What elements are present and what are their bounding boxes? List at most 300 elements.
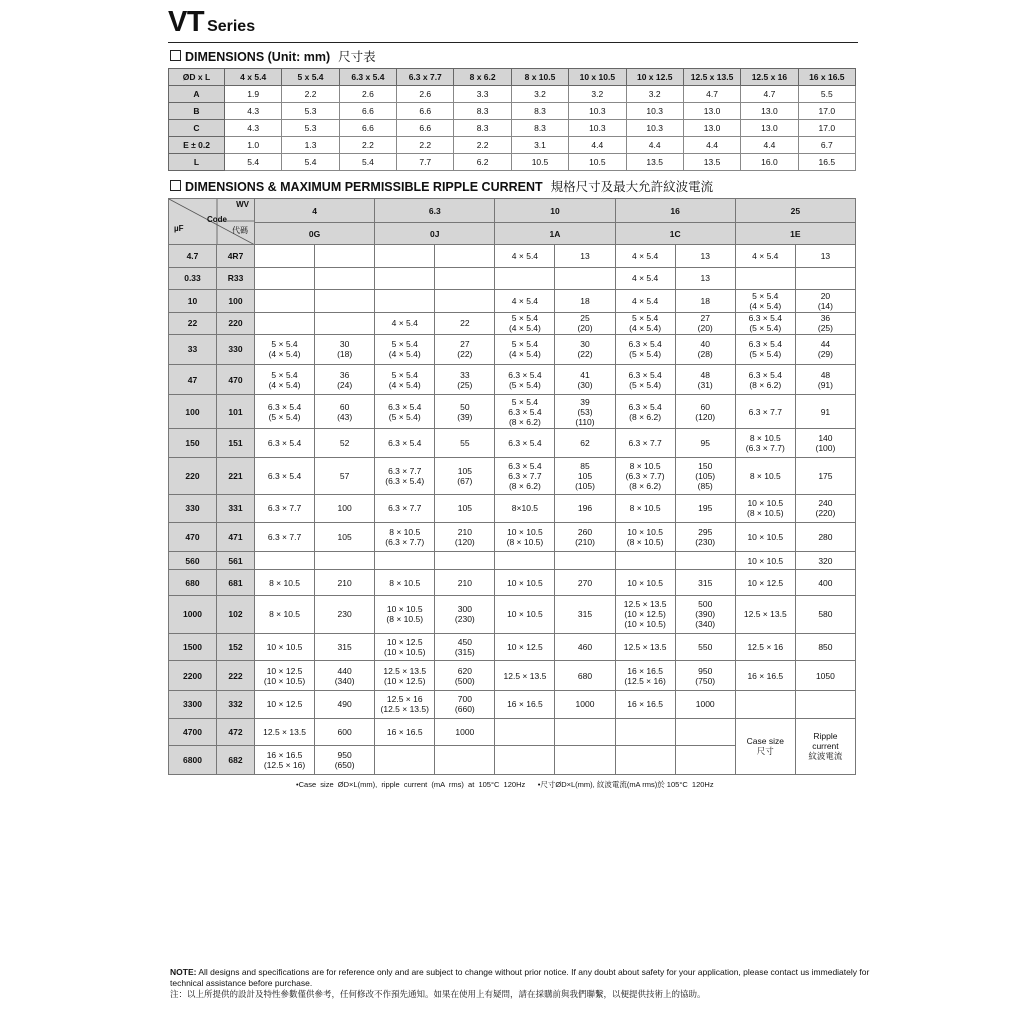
ripple-current-cell: 13 <box>675 267 735 290</box>
case-size-cell: 16 × 16.5 <box>615 690 675 718</box>
capacitance-cell: 4700 <box>169 718 217 746</box>
capacitance-cell: 150 <box>169 429 217 458</box>
table-row <box>169 103 856 120</box>
dims-cell: 4.4 <box>683 137 740 154</box>
ripple-current-cell <box>315 312 375 335</box>
case-size-cell: 10 × 12.5 (10 × 10.5) <box>255 661 315 691</box>
wv-label: WV <box>236 200 249 209</box>
case-size-cell <box>255 312 315 335</box>
ripple-current-cell: 315 <box>555 595 615 633</box>
case-size-cell: 6.3 × 5.4 (5 × 5.4) <box>615 364 675 395</box>
ripple-current-cell: 48 (31) <box>675 364 735 395</box>
dims-cell: 5.5 <box>798 86 855 103</box>
case-size-cell <box>375 245 435 268</box>
case-size-cell <box>375 746 435 775</box>
ripple-current-cell: 27 (22) <box>435 335 495 365</box>
table-row <box>169 86 856 103</box>
case-size-cell: 4 × 5.4 <box>375 312 435 335</box>
case-size-cell <box>255 290 315 313</box>
dims-column-header: 4 x 5.4 <box>225 69 282 86</box>
case-size-cell: 12.5 × 13.5 <box>735 595 795 633</box>
ripple-current-cell: 175 <box>795 457 855 494</box>
legend-ripple-current: Ripple current 紋波電流 <box>795 718 855 774</box>
case-size-cell: 10 × 12.5 <box>735 570 795 596</box>
table-row <box>169 245 856 268</box>
case-size-cell: 10 × 10.5 <box>615 570 675 596</box>
dims-cell: 17.0 <box>798 120 855 137</box>
ripple-current-cell: 1000 <box>675 690 735 718</box>
case-size-cell: 8 × 10.5 (6.3 × 7.7) <box>735 429 795 458</box>
ripple-current-cell: 210 <box>315 570 375 596</box>
dimensions-heading <box>170 47 376 65</box>
table-row <box>169 364 856 395</box>
dims-cell: 10.3 <box>569 120 626 137</box>
case-size-cell: 10 × 10.5 <box>495 570 555 596</box>
code-header: 1E <box>735 223 855 245</box>
table-row <box>169 290 856 313</box>
case-size-cell <box>375 551 435 569</box>
case-size-cell: 6.3 × 5.4 (5 × 5.4) <box>495 364 555 395</box>
case-size-cell: 8×10.5 <box>495 494 555 523</box>
case-size-cell: 5 × 5.4 (4 × 5.4) <box>495 335 555 365</box>
dims-cell: 10.3 <box>626 103 683 120</box>
case-size-cell: 12.5 × 13.5 (10 × 12.5) <box>375 661 435 691</box>
table-row <box>169 595 856 633</box>
ripple-current-cell: 500 (390) (340) <box>675 595 735 633</box>
case-size-cell: 4 × 5.4 <box>615 267 675 290</box>
code-cell: 220 <box>217 312 255 335</box>
ripple-current-cell: 620 (500) <box>435 661 495 691</box>
case-size-cell: 6.3 × 5.4 <box>255 457 315 494</box>
capacitance-cell: 560 <box>169 551 217 569</box>
dims-column-header: 16 x 16.5 <box>798 69 855 86</box>
dims-cell: 3.1 <box>511 137 568 154</box>
case-size-cell: 12.5 × 13.5 <box>615 633 675 661</box>
ripple-current-cell <box>675 718 735 746</box>
table-row <box>169 335 856 365</box>
ripple-current-cell: 950 (650) <box>315 746 375 775</box>
case-size-cell: 16 × 16.5 <box>495 690 555 718</box>
dims-cell: 13.0 <box>683 103 740 120</box>
case-size-cell <box>615 746 675 775</box>
ripple-current-cell: 450 (315) <box>435 633 495 661</box>
dims-cell: 8.3 <box>454 120 511 137</box>
dims-column-header: 6.3 x 7.7 <box>397 69 454 86</box>
code-cell: 331 <box>217 494 255 523</box>
series-label: Series <box>207 18 256 35</box>
code-cell: 472 <box>217 718 255 746</box>
table-row <box>169 718 856 746</box>
table-row <box>169 633 856 661</box>
table-row <box>169 494 856 523</box>
code-cell: R33 <box>217 267 255 290</box>
dims-column-header: 10 x 12.5 <box>626 69 683 86</box>
case-size-cell: 6.3 × 5.4 (5 × 5.4) <box>615 335 675 365</box>
ripple-current-cell <box>315 551 375 569</box>
case-size-cell: 12.5 × 16 <box>735 633 795 661</box>
ripple-current-cell: 400 <box>795 570 855 596</box>
dims-cell: 2.2 <box>282 86 339 103</box>
case-size-cell: 10 × 10.5 (8 × 10.5) <box>615 523 675 552</box>
table-row <box>169 570 856 596</box>
ripple-current-cell <box>435 245 495 268</box>
capacitance-cell: 1500 <box>169 633 217 661</box>
case-size-cell: 4 × 5.4 <box>615 245 675 268</box>
case-size-cell: 10 × 12.5 (10 × 10.5) <box>375 633 435 661</box>
ripple-current-cell: 1050 <box>795 661 855 691</box>
dims-cell: 5.3 <box>282 103 339 120</box>
ripple-current-cell: 950 (750) <box>675 661 735 691</box>
ripple-current-cell: 33 (25) <box>435 364 495 395</box>
dims-cell: 4.4 <box>626 137 683 154</box>
ripple-current-cell: 30 (22) <box>555 335 615 365</box>
ripple-heading <box>170 177 713 195</box>
dims-cell: 1.0 <box>225 137 282 154</box>
case-size-cell: 5 × 5.4 (4 × 5.4) <box>735 290 795 313</box>
case-size-cell: 8 × 10.5 <box>255 570 315 596</box>
case-size-cell: 12.5 × 13.5 <box>255 718 315 746</box>
case-size-cell: 16 × 16.5 (12.5 × 16) <box>615 661 675 691</box>
case-size-cell: 12.5 × 16 (12.5 × 13.5) <box>375 690 435 718</box>
ripple-table <box>168 198 856 775</box>
ripple-current-cell: 1000 <box>555 690 615 718</box>
dims-cell: 16.5 <box>798 154 855 171</box>
case-size-cell: 10 × 12.5 <box>495 633 555 661</box>
dims-row-label: C <box>169 120 225 137</box>
ripple-current-cell: 490 <box>315 690 375 718</box>
case-size-cell: 6.3 × 7.7 <box>255 523 315 552</box>
ripple-current-cell <box>315 267 375 290</box>
case-size-cell: 10 × 10.5 (8 × 10.5) <box>735 494 795 523</box>
code-cell: 100 <box>217 290 255 313</box>
dims-cell: 4.7 <box>683 86 740 103</box>
table-corner-header <box>169 199 255 245</box>
case-size-cell <box>495 746 555 775</box>
ripple-current-cell <box>435 267 495 290</box>
dims-row-label: A <box>169 86 225 103</box>
case-size-cell: 6.3 × 5.4 <box>495 429 555 458</box>
code-cell: 101 <box>217 395 255 429</box>
capacitance-cell: 1000 <box>169 595 217 633</box>
code-cell: 332 <box>217 690 255 718</box>
case-size-cell: 12.5 × 13.5 <box>495 661 555 691</box>
dims-cell: 3.2 <box>626 86 683 103</box>
case-size-cell: 6.3 × 5.4 (5 × 5.4) <box>735 312 795 335</box>
case-size-cell <box>375 290 435 313</box>
ripple-current-cell: 60 (43) <box>315 395 375 429</box>
table-row <box>169 137 856 154</box>
case-size-cell: 10 × 10.5 (8 × 10.5) <box>375 595 435 633</box>
ripple-current-cell <box>315 245 375 268</box>
dimensions-heading-zh: 尺寸表 <box>338 50 376 64</box>
ripple-current-cell: 140 (100) <box>795 429 855 458</box>
ripple-current-cell: 700 (660) <box>435 690 495 718</box>
dims-cell: 10.5 <box>569 154 626 171</box>
ripple-current-cell: 13 <box>555 245 615 268</box>
capacitance-cell: 100 <box>169 395 217 429</box>
case-size-cell <box>255 551 315 569</box>
ripple-current-cell: 440 (340) <box>315 661 375 691</box>
case-size-cell: 5 × 5.4 (4 × 5.4) <box>375 335 435 365</box>
table-row <box>169 120 856 137</box>
table-row <box>169 267 856 290</box>
capacitance-cell: 0.33 <box>169 267 217 290</box>
case-size-cell: 4 × 5.4 <box>495 290 555 313</box>
ripple-current-cell <box>435 746 495 775</box>
case-size-cell <box>615 551 675 569</box>
dims-cell: 8.3 <box>454 103 511 120</box>
dims-cell: 2.2 <box>339 137 396 154</box>
dims-cell: 13.0 <box>741 103 798 120</box>
ripple-current-cell: 50 (39) <box>435 395 495 429</box>
ripple-current-cell: 18 <box>555 290 615 313</box>
dims-column-header: 5 x 5.4 <box>282 69 339 86</box>
code-cell: 221 <box>217 457 255 494</box>
table-row <box>169 523 856 552</box>
ripple-current-cell: 460 <box>555 633 615 661</box>
title-rule <box>168 42 858 43</box>
ripple-current-cell: 295 (230) <box>675 523 735 552</box>
case-size-cell: 5 × 5.4 (4 × 5.4) <box>615 312 675 335</box>
case-size-cell: 6.3 × 5.4 (5 × 5.4) <box>375 395 435 429</box>
ripple-current-cell: 210 (120) <box>435 523 495 552</box>
ripple-current-cell: 85 105 (105) <box>555 457 615 494</box>
case-size-cell <box>375 267 435 290</box>
case-size-cell: 6.3 × 7.7 <box>735 395 795 429</box>
dims-column-header: 12.5 x 16 <box>741 69 798 86</box>
case-size-cell <box>615 718 675 746</box>
table-row <box>169 154 856 171</box>
dims-row-label: L <box>169 154 225 171</box>
series-name: VT <box>168 6 205 38</box>
dims-column-header: 8 x 10.5 <box>511 69 568 86</box>
dims-column-header: 10 x 10.5 <box>569 69 626 86</box>
table-row <box>169 312 856 335</box>
capacitance-cell: 330 <box>169 494 217 523</box>
dims-corner-header: ØD x L <box>169 69 225 86</box>
dims-cell: 3.3 <box>454 86 511 103</box>
case-size-cell: 8 × 10.5 (6.3 × 7.7) <box>375 523 435 552</box>
dims-row-label: B <box>169 103 225 120</box>
table-row <box>169 457 856 494</box>
ripple-current-cell: 320 <box>795 551 855 569</box>
case-size-cell: 4 × 5.4 <box>615 290 675 313</box>
code-cell: 681 <box>217 570 255 596</box>
case-size-cell: 10 × 10.5 <box>735 523 795 552</box>
dims-cell: 13.5 <box>683 154 740 171</box>
code-header: 0J <box>375 223 495 245</box>
case-size-cell <box>255 245 315 268</box>
dimensions-heading-en: DIMENSIONS (Unit: mm) <box>185 50 331 64</box>
ripple-current-cell: 1000 <box>435 718 495 746</box>
ripple-current-cell: 300 (230) <box>435 595 495 633</box>
capacitance-cell: 33 <box>169 335 217 365</box>
dims-column-header: 8 x 6.2 <box>454 69 511 86</box>
code-cell: 152 <box>217 633 255 661</box>
ripple-current-cell <box>435 551 495 569</box>
dims-cell: 4.3 <box>225 103 282 120</box>
case-size-cell: 8 × 10.5 (6.3 × 7.7) (8 × 6.2) <box>615 457 675 494</box>
dims-cell: 2.6 <box>397 86 454 103</box>
case-size-cell: 8 × 10.5 <box>375 570 435 596</box>
dims-cell: 16.0 <box>741 154 798 171</box>
voltage-header: 25 <box>735 199 855 223</box>
ripple-current-cell: 44 (29) <box>795 335 855 365</box>
dims-cell: 7.7 <box>397 154 454 171</box>
dims-cell: 3.2 <box>511 86 568 103</box>
dims-row-label: E ± 0.2 <box>169 137 225 154</box>
case-size-cell: 5 × 5.4 (4 × 5.4) <box>255 335 315 365</box>
legend-case-size: Case size 尺寸 <box>735 718 795 774</box>
ripple-current-cell: 315 <box>315 633 375 661</box>
case-size-cell: 10 × 10.5 (8 × 10.5) <box>495 523 555 552</box>
voltage-header: 6.3 <box>375 199 495 223</box>
dims-cell: 6.6 <box>397 120 454 137</box>
ripple-current-cell <box>675 746 735 775</box>
ripple-current-cell: 240 (220) <box>795 494 855 523</box>
ripple-current-cell: 105 <box>435 494 495 523</box>
ripple-current-cell: 36 (24) <box>315 364 375 395</box>
code-cell: 330 <box>217 335 255 365</box>
ripple-current-cell: 230 <box>315 595 375 633</box>
dims-column-header: 6.3 x 5.4 <box>339 69 396 86</box>
dims-cell: 4.7 <box>741 86 798 103</box>
ripple-current-cell: 57 <box>315 457 375 494</box>
capacitance-cell: 470 <box>169 523 217 552</box>
code-cell: 682 <box>217 746 255 775</box>
dims-cell: 5.4 <box>225 154 282 171</box>
checkbox-icon <box>170 180 181 191</box>
dims-cell: 13.0 <box>683 120 740 137</box>
table-row <box>169 429 856 458</box>
code-cell: 222 <box>217 661 255 691</box>
dims-cell: 5.4 <box>282 154 339 171</box>
ripple-current-cell: 36 (25) <box>795 312 855 335</box>
ripple-current-cell: 105 <box>315 523 375 552</box>
dims-cell: 8.3 <box>511 103 568 120</box>
case-size-cell: 16 × 16.5 <box>735 661 795 691</box>
code-cell: 151 <box>217 429 255 458</box>
code-cell: 471 <box>217 523 255 552</box>
ripple-current-cell: 13 <box>675 245 735 268</box>
ripple-current-cell <box>555 718 615 746</box>
case-size-cell: 6.3 × 5.4 (8 × 6.2) <box>615 395 675 429</box>
ripple-current-cell: 22 <box>435 312 495 335</box>
capacitance-cell: 2200 <box>169 661 217 691</box>
dims-cell: 5.3 <box>282 120 339 137</box>
dims-cell: 2.2 <box>454 137 511 154</box>
table-row <box>169 395 856 429</box>
ripple-current-cell: 315 <box>675 570 735 596</box>
ripple-current-cell: 20 (14) <box>795 290 855 313</box>
ripple-current-cell: 580 <box>795 595 855 633</box>
case-size-cell: 5 × 5.4 6.3 × 5.4 (8 × 6.2) <box>495 395 555 429</box>
dims-cell: 1.9 <box>225 86 282 103</box>
ripple-current-cell <box>555 746 615 775</box>
code-header: 1C <box>615 223 735 245</box>
table-row <box>169 551 856 569</box>
table-row <box>169 661 856 691</box>
ripple-current-cell: 60 (120) <box>675 395 735 429</box>
case-size-cell: 6.3 × 7.7 <box>615 429 675 458</box>
ripple-current-cell: 210 <box>435 570 495 596</box>
case-size-cell: 8 × 10.5 <box>615 494 675 523</box>
case-size-cell: 8 × 10.5 <box>255 595 315 633</box>
code-label-zh: 代碼 <box>232 226 248 235</box>
case-size-cell: 6.3 × 5.4 6.3 × 7.7 (8 × 6.2) <box>495 457 555 494</box>
ripple-current-cell: 680 <box>555 661 615 691</box>
code-header: 1A <box>495 223 615 245</box>
dims-cell: 5.4 <box>339 154 396 171</box>
ripple-current-cell: 52 <box>315 429 375 458</box>
dims-cell: 4.4 <box>569 137 626 154</box>
code-cell: 470 <box>217 364 255 395</box>
ripple-current-cell: 27 (20) <box>675 312 735 335</box>
code-header: 0G <box>255 223 375 245</box>
note-label: NOTE: <box>170 967 197 977</box>
code-cell: 102 <box>217 595 255 633</box>
ripple-current-cell: 62 <box>555 429 615 458</box>
case-size-cell: 8 × 10.5 <box>735 457 795 494</box>
dims-cell: 17.0 <box>798 103 855 120</box>
ripple-current-cell: 48 (91) <box>795 364 855 395</box>
ripple-current-cell: 30 (18) <box>315 335 375 365</box>
case-size-cell: 10 × 10.5 <box>495 595 555 633</box>
ripple-current-cell: 39 (53) (110) <box>555 395 615 429</box>
case-size-cell: 6.3 × 5.4 (5 × 5.4) <box>735 335 795 365</box>
dims-cell: 6.2 <box>454 154 511 171</box>
dims-cell: 6.6 <box>339 103 396 120</box>
dims-cell: 10.3 <box>626 120 683 137</box>
ripple-current-cell <box>435 290 495 313</box>
ripple-current-cell: 195 <box>675 494 735 523</box>
ripple-current-cell: 91 <box>795 395 855 429</box>
case-size-cell: 6.3 × 5.4 <box>255 429 315 458</box>
case-size-cell: 16 × 16.5 <box>375 718 435 746</box>
dims-cell: 2.6 <box>339 86 396 103</box>
capacitance-cell: 4.7 <box>169 245 217 268</box>
dims-cell: 4.4 <box>741 137 798 154</box>
ripple-current-cell <box>555 551 615 569</box>
case-size-cell <box>495 267 555 290</box>
ripple-current-cell: 95 <box>675 429 735 458</box>
case-size-cell: 4 × 5.4 <box>735 245 795 268</box>
voltage-header: 16 <box>615 199 735 223</box>
dims-cell: 4.3 <box>225 120 282 137</box>
voltage-header: 4 <box>255 199 375 223</box>
dims-cell: 2.2 <box>397 137 454 154</box>
ripple-current-cell <box>555 267 615 290</box>
case-size-cell: 6.3 × 7.7 <box>255 494 315 523</box>
capacitance-cell: 22 <box>169 312 217 335</box>
ripple-current-cell: 40 (28) <box>675 335 735 365</box>
case-size-cell: 6.3 × 5.4 (5 × 5.4) <box>255 395 315 429</box>
ripple-heading-zh: 規格尺寸及最大允許紋波電流 <box>550 180 714 194</box>
case-size-cell <box>495 718 555 746</box>
page-title <box>168 6 255 39</box>
ripple-current-cell: 850 <box>795 633 855 661</box>
dims-cell: 13.5 <box>626 154 683 171</box>
dimensions-table <box>168 68 856 171</box>
table-footnote: •Case size ØD×L(mm), ripple current (mA rms) at 105°C 120Hz •尺寸ØD×L(mm), 紋波電流(mA rms)於 105°C 120Hz <box>296 780 714 789</box>
case-size-cell: 10 × 10.5 <box>735 551 795 569</box>
case-size-cell <box>495 551 555 569</box>
ripple-current-cell: 105 (67) <box>435 457 495 494</box>
code-label: Code <box>207 215 227 224</box>
voltage-header: 10 <box>495 199 615 223</box>
ripple-current-cell <box>315 290 375 313</box>
ripple-current-cell: 270 <box>555 570 615 596</box>
